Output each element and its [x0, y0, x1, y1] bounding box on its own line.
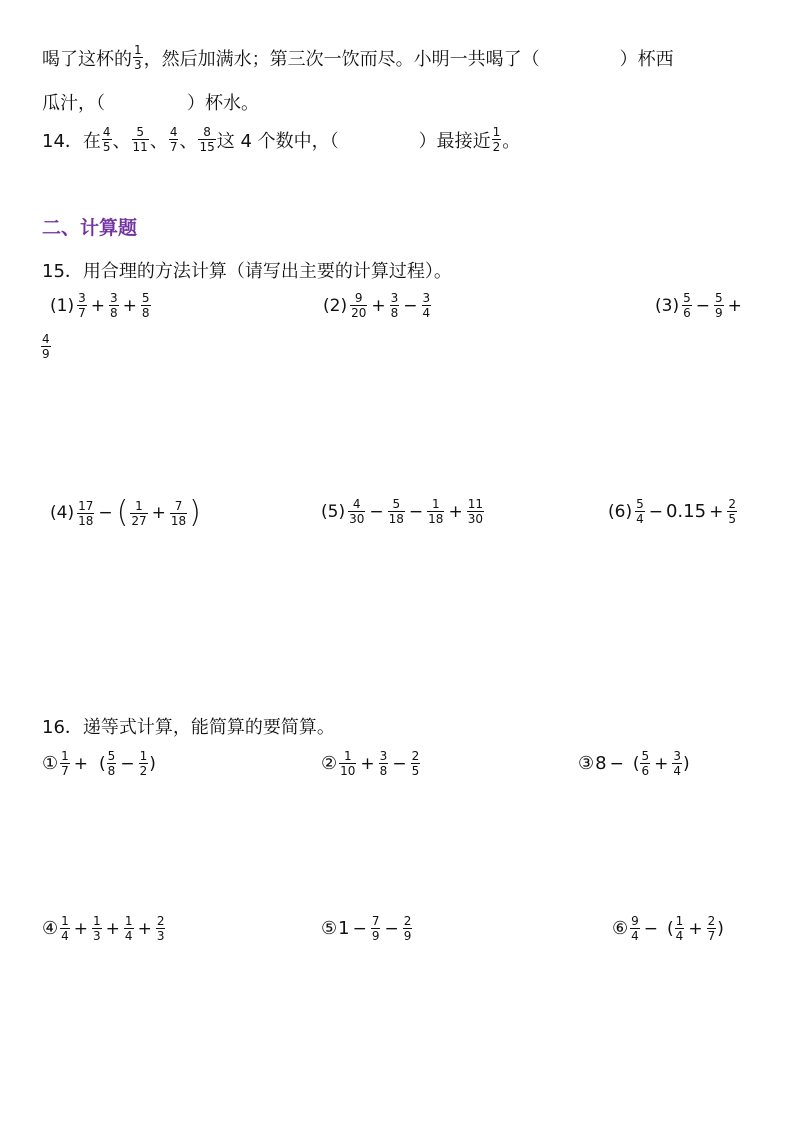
q16-problem-6: ⑥ $\frac{9}{4}$ − ( $\frac{1}{4}$ + $\frac{2}{7}$ ): [612, 914, 724, 943]
q16-problem-5: ⑤ 1 − $\frac{7}{9}$ − $\frac{2}{9}$: [321, 914, 412, 943]
fraction: $\frac{3}{8}$: [109, 291, 118, 320]
fraction: $\frac{4}{30}$: [349, 497, 365, 526]
fraction: $\frac{2}{3}$: [156, 914, 165, 943]
separator: 、: [179, 130, 198, 152]
fraction: $\frac{9}{20}$: [351, 291, 367, 320]
problem-label: (6): [608, 501, 633, 522]
q13-line2-b: ）杯水。: [187, 93, 259, 114]
fraction: $\frac{4}{7}$: [169, 125, 178, 154]
q15-problem-2: (2) $\frac{9}{20}$ + $\frac{3}{8}$ − $\frac{3}{4}$: [323, 291, 431, 320]
separator: 、: [149, 130, 168, 152]
fraction: $\frac{1}{4}$: [675, 914, 684, 943]
fraction: $\frac{5}{9}$: [714, 291, 723, 320]
q13-text-b: ，然后加满水；第三次一饮而尽。小明一共喝了（: [143, 48, 540, 70]
q15-problem-1: (1) $\frac{3}{7}$ + $\frac{3}{8}$ + $\frac{5}{8}$: [50, 291, 150, 320]
fraction: $\frac{1}{7}$: [61, 749, 69, 778]
q15-problem-4: (4) $\frac{17}{18}$ − ( $\frac{1}{27}$ + $\frac{7}{18}$ ): [50, 495, 201, 530]
fraction: $\frac{1}{2}$: [139, 749, 148, 778]
fraction: $\frac{9}{4}$: [631, 914, 639, 943]
fraction: $\frac{1}{27}$: [131, 498, 147, 528]
q14-end: 。: [502, 130, 521, 152]
q13-line1: [42, 44, 674, 71]
fraction: $\frac{2}{7}$: [707, 914, 716, 943]
problem-label: ③: [578, 753, 595, 774]
fraction: $\frac{3}{8}$: [379, 749, 388, 778]
q16-title: 16．递等式计算，能简算的要简算。: [42, 717, 335, 738]
q16-problem-2: ② $\frac{1}{10}$ + $\frac{3}{8}$ − $\frac{2}{5}$: [321, 749, 420, 778]
fraction: $\frac{5}{6}$: [683, 291, 691, 320]
fraction: $\frac{3}{7}$: [78, 291, 86, 320]
problem-label: ①: [42, 753, 59, 774]
q14: [42, 126, 520, 153]
q13-text-a: 喝了这杯的: [42, 48, 132, 70]
fraction: $\frac{2}{5}$: [411, 749, 420, 778]
q15-problem-3: (3) $\frac{5}{6}$ − $\frac{5}{9}$ +: [655, 291, 742, 320]
problem-label: (2): [323, 295, 348, 316]
problem-label: (3): [655, 295, 680, 316]
fraction: $\frac{11}{30}$: [467, 497, 483, 526]
fraction: $\frac{3}{4}$: [673, 749, 682, 778]
fraction: $\frac{3}{4}$: [422, 291, 431, 320]
q15-problem-3-wrap: [40, 333, 52, 360]
whole-number: 1: [338, 918, 350, 939]
section-title: 二、计算题: [42, 217, 138, 239]
fraction: $\frac{1}{18}$: [428, 497, 444, 526]
problem-label: ④: [42, 918, 59, 939]
problem-label: (4): [50, 503, 75, 523]
fraction: $\frac{1}{4}$: [61, 914, 69, 943]
fraction: $\frac{4}{5}$: [102, 125, 111, 154]
fraction: $\frac{1}{4}$: [124, 914, 133, 943]
problem-label: ⑥: [612, 918, 629, 939]
fraction: $\frac{2}{9}$: [403, 914, 412, 943]
fraction: $\frac{3}{8}$: [390, 291, 399, 320]
fraction: $\frac{8}{15}$: [199, 125, 215, 154]
q16-problem-1: ① $\frac{1}{7}$ + ( $\frac{5}{8}$ − $\frac{1}{2}$ ): [42, 749, 156, 778]
q14-text-c: ）最接近: [418, 130, 491, 152]
q16-problem-4: ④ $\frac{1}{4}$ + $\frac{1}{3}$ + $\frac{1}{4}$ + $\frac{2}{3}$: [42, 914, 165, 943]
fraction: $\frac{1}{3}$: [93, 914, 101, 943]
q15-problem-5: (5) $\frac{4}{30}$ − $\frac{5}{18}$ − $\frac{1}{18}$ + $\frac{11}{30}$: [321, 497, 483, 526]
fraction: $\frac{5}{8}$: [141, 291, 150, 320]
fraction: $\frac{5}{6}$: [641, 749, 650, 778]
q14-text-b: 这 4 个数中，（: [216, 130, 339, 152]
fraction: $\frac{5}{4}$: [636, 497, 644, 526]
fraction: $\frac{7}{18}$: [170, 498, 187, 528]
fraction: $\frac{1}{2}$: [492, 125, 501, 154]
fraction: $\frac{17}{18}$: [78, 498, 94, 528]
problem-label: (5): [321, 501, 346, 522]
decimal: 0.15: [665, 501, 707, 522]
q14-text-a: 14．在: [42, 130, 101, 152]
q13-line2: [42, 89, 259, 115]
fraction: $\frac{5}{8}$: [107, 749, 116, 778]
fraction: $\frac{2}{5}$: [728, 497, 736, 526]
q16-problem-3: ③ 8 − ( $\frac{5}{6}$ + $\frac{3}{4}$ ): [578, 749, 690, 778]
problem-label: ②: [321, 753, 338, 774]
q13-text-c: ）杯西: [619, 48, 674, 70]
fraction: $\frac{5}{11}$: [132, 125, 148, 154]
problem-label: ⑤: [321, 918, 338, 939]
fraction: $\frac{7}{9}$: [371, 914, 380, 943]
q13-line2-a: 瓜汁，（: [42, 93, 105, 114]
fraction: $\frac{1}{10}$: [340, 749, 356, 778]
fraction: $\frac{4}{9}$: [42, 332, 50, 361]
fraction: $\frac{5}{18}$: [388, 497, 404, 526]
fraction: $\frac{1}{3}$: [134, 43, 142, 72]
separator: 、: [112, 130, 131, 152]
whole-number: 8: [595, 753, 607, 774]
q15-problem-6: (6) $\frac{5}{4}$ − 0.15 + $\frac{2}{5}$: [608, 497, 736, 526]
problem-label: (1): [50, 295, 75, 316]
q15-title: 15．用合理的方法计算（请写出主要的计算过程）。: [42, 261, 452, 282]
